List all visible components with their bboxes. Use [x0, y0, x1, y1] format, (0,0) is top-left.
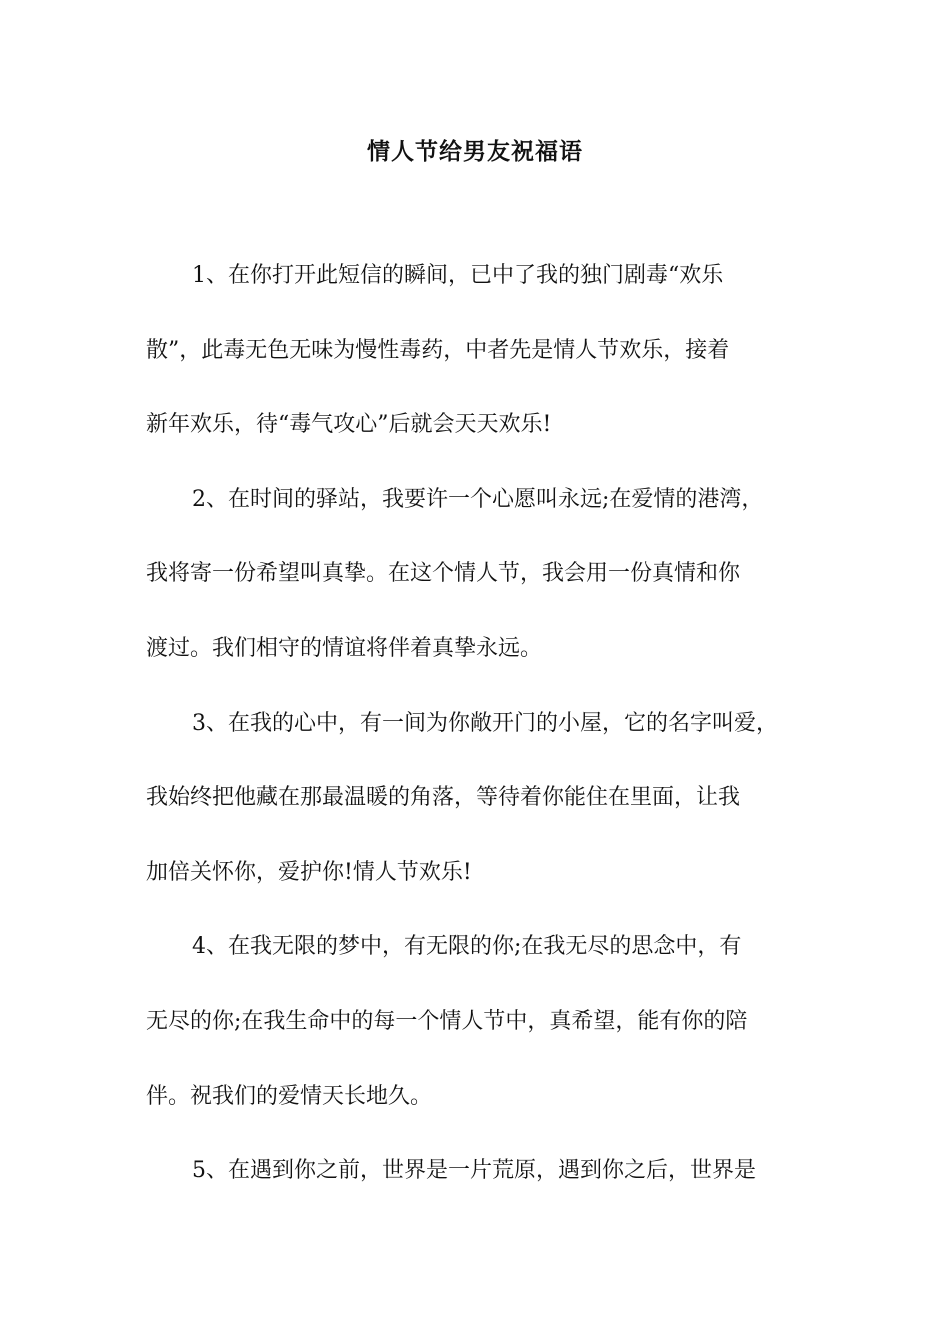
paragraph-4-line-1: 4、在我无限的梦中，有无限的你;在我无尽的思念中，有 [192, 934, 742, 960]
paragraph-1-line-2: 散”，此毒无色无味为慢性毒药，中者先是情人节欢乐，接着 [146, 337, 730, 363]
paragraph-2-line-3: 渡过。我们相守的情谊将伴着真挚永远。 [146, 635, 543, 661]
paragraph-5-line-1: 5、在遇到你之前，世界是一片荒原，遇到你之后，世界是 [192, 1158, 756, 1184]
paragraph-2-line-2: 我将寄一份希望叫真挚。在这个情人节，我会用一份真情和你 [146, 561, 741, 587]
paragraph-1-line-1: 1、在你打开此短信的瞬间，已中了我的独门剧毒“欢乐 [192, 263, 724, 288]
paragraph-4-line-2: 无尽的你;在我生命中的每一个情人节中，真希望，能有你的陪 [146, 1008, 748, 1034]
paragraph-3-line-2: 我始终把他藏在那最温暖的角落，等待着你能住在里面，让我 [146, 785, 741, 811]
document-body [146, 254, 806, 1224]
paragraph-3-line-3: 加倍关怀你，爱护你!情人节欢乐! [146, 859, 472, 885]
paragraph-4-line-3: 伴。祝我们的爱情天长地久。 [146, 1083, 433, 1109]
paragraph-2-line-1: 2、在时间的驿站，我要许一个心愿叫永远;在爱情的港湾， [192, 486, 764, 512]
paragraph-1-line-3: 新年欢乐，待“毒气攻心”后就会天天欢乐! [146, 412, 552, 438]
paragraph-3-line-1: 3、在我的心中，有一间为你敞开门的小屋，它的名字叫爱， [192, 710, 778, 736]
document-title: 情人节给男友祝福语 [367, 138, 583, 165]
